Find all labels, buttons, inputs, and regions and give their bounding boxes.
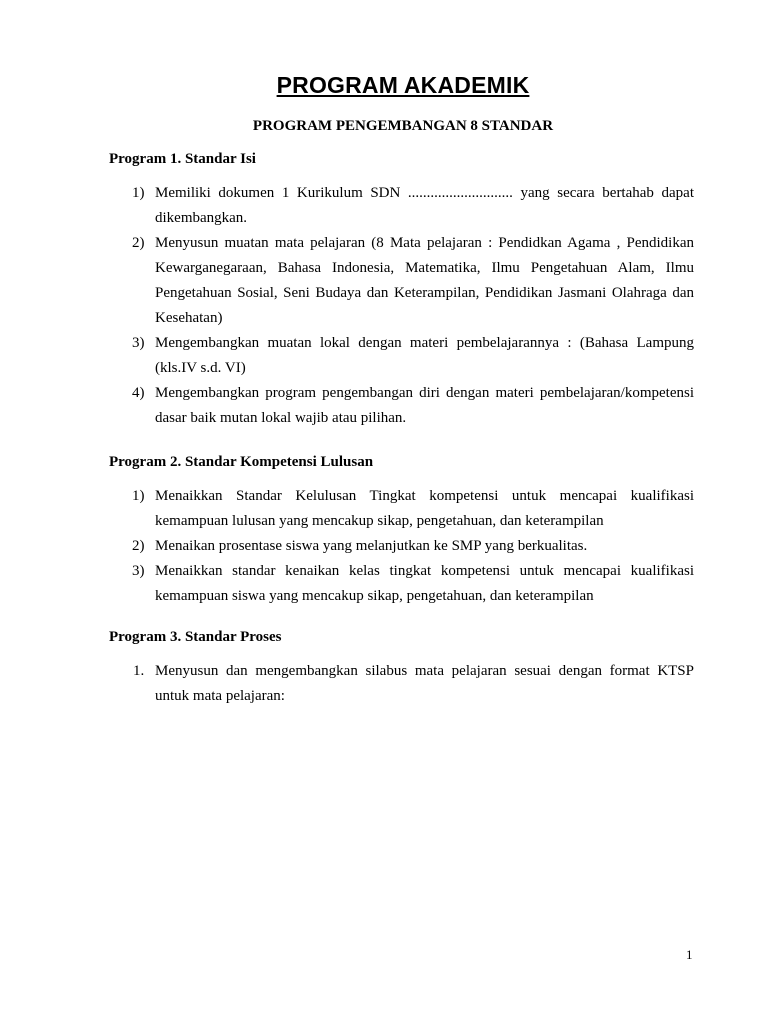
section-list-standar-kompetensi-lulusan xyxy=(109,484,694,609)
list-item xyxy=(109,181,694,231)
list-item-text: Memiliki dokumen 1 Kurikulum SDN ............................ yang secara bertahab dapat dikembangkan. xyxy=(155,185,694,226)
section-heading-standar-kompetensi-lulusan: Program 2. Standar Kompetensi Lulusan xyxy=(109,454,374,470)
list-item-text: Menyusun muatan mata pelajaran (8 Mata pelajaran : Pendidkan Agama , Pendidikan Kewarganegaraan, Bahasa Indonesia, Matematika, Ilmu Pengetahuan Alam, Ilmu Pengetahuan Sosial, Seni Budaya dan Keterampilan, Pendidikan Jasmani Olahraga dan Kesehatan) xyxy=(155,235,694,326)
section-list-standar-proses xyxy=(109,659,694,709)
list-item-text: Mengembangkan program pengembangan diri dengan materi pembelajaran/kompetensi dasar baik mutan lokal wajib atau pilihan. xyxy=(155,385,694,426)
list-item-number: 3) xyxy=(132,563,145,579)
list-item-number: 1. xyxy=(133,663,145,679)
list-item-number: 1) xyxy=(132,488,145,504)
list-item-number: 4) xyxy=(132,385,145,401)
section-heading-standar-proses: Program 3. Standar Proses xyxy=(109,629,282,645)
list-item xyxy=(109,331,694,381)
document-title: PROGRAM AKADEMIK xyxy=(276,72,530,98)
document-subtitle: PROGRAM PENGEMBANGAN 8 STANDAR xyxy=(252,118,554,134)
list-item xyxy=(109,534,694,559)
list-item xyxy=(109,559,694,609)
section-heading-standar-isi: Program 1. Standar Isi xyxy=(109,151,256,167)
section-list-standar-isi xyxy=(109,181,694,431)
list-item-number: 2) xyxy=(132,235,145,251)
list-item-text: Menaikan prosentase siswa yang melanjutkan ke SMP yang berkualitas. xyxy=(155,538,588,554)
list-item xyxy=(109,381,694,431)
list-item-number: 1) xyxy=(132,185,145,201)
list-item-text: Menaikkan Standar Kelulusan Tingkat kompetensi untuk mencapai kualifikasi kemampuan lulusan yang mencakup sikap, pengetahuan, dan keterampilan xyxy=(155,488,694,529)
page-number: 1 xyxy=(686,947,693,962)
list-item-number: 2) xyxy=(132,538,145,554)
list-item xyxy=(109,484,694,534)
list-item-text: Menyusun dan mengembangkan silabus mata pelajaran sesuai dengan format KTSP untuk mata pelajaran: xyxy=(155,663,694,704)
list-item-text: Menaikkan standar kenaikan kelas tingkat kompetensi untuk mencapai kualifikasi kemampuan siswa yang mencakup sikap, pengetahuan, dan keterampilan xyxy=(155,563,694,604)
list-item xyxy=(109,231,694,331)
list-item-text: Mengembangkan muatan lokal dengan materi pembelajarannya : (Bahasa Lampung (kls.IV s.d. VI) xyxy=(155,335,694,376)
list-item xyxy=(109,659,694,709)
list-item-number: 3) xyxy=(132,335,145,351)
